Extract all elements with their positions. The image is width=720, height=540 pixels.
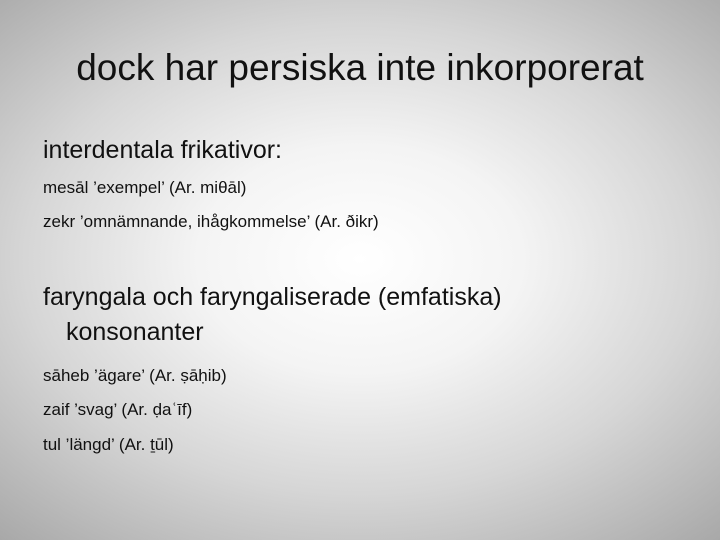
slide-title: dock har persiska inte inkorporerat [76,47,644,88]
section-heading-interdental: interdentala frikativor: [43,136,283,164]
example-line: zekr ’omnämnande, ihågkommelse’ (Ar. ðikr) [43,212,379,231]
example-line: zaif ’svag’ (Ar. ḍaʿīf) [43,400,193,419]
section-heading-pharyngeal: faryngala och faryngaliserade (emfatiska) [43,283,502,311]
example-line: tul ’längd’ (Ar. ṯūl) [43,435,174,454]
section-heading-pharyngeal-continued: konsonanter [66,318,204,346]
example-line: mesāl ’exempel’ (Ar. miθāl) [43,178,247,197]
example-line: sāheb ’ägare’ (Ar. ṣāḥib) [43,366,227,385]
